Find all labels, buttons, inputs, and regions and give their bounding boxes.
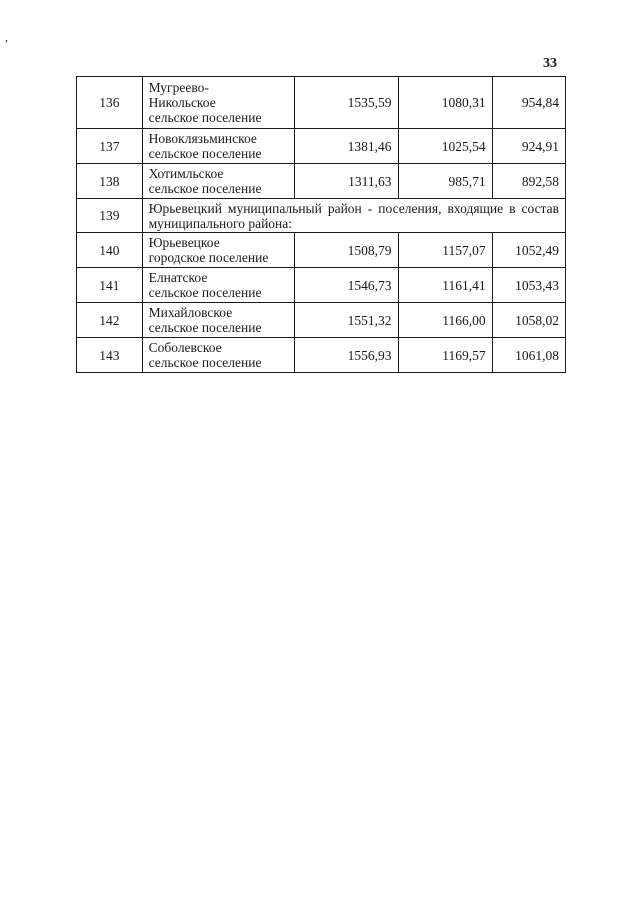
value-3: 924,91 <box>492 129 565 164</box>
settlement-name: Хотимльское сельское поселение <box>142 164 295 199</box>
value-2: 985,71 <box>398 164 492 199</box>
table-row <box>77 268 566 303</box>
scan-artifact-mark: , <box>5 30 8 44</box>
row-number: 138 <box>77 164 143 199</box>
table-row <box>77 303 566 338</box>
table-row <box>77 77 566 129</box>
row-number: 137 <box>77 129 143 164</box>
value-1: 1551,32 <box>295 303 398 338</box>
value-1: 1546,73 <box>295 268 398 303</box>
settlement-name: Елнатское сельское поселение <box>142 268 295 303</box>
value-2: 1080,31 <box>398 77 492 129</box>
settlement-name: Мугреево- Никольское сельское поселение <box>142 77 295 129</box>
settlement-name: Михайловское сельское поселение <box>142 303 295 338</box>
table-row-district-header <box>77 199 566 233</box>
settlement-name: Соболевское сельское поселение <box>142 338 295 373</box>
value-2: 1169,57 <box>398 338 492 373</box>
value-2: 1157,07 <box>398 233 492 268</box>
row-number: 139 <box>77 199 143 233</box>
table-row <box>77 233 566 268</box>
page-number: 33 <box>543 56 557 71</box>
district-header-text: Юрьевецкий муниципальный район - поселения, входящие в состав муниципального района: <box>142 199 565 233</box>
value-3: 954,84 <box>492 77 565 129</box>
settlements-table <box>76 76 566 373</box>
value-2: 1161,41 <box>398 268 492 303</box>
value-3: 1053,43 <box>492 268 565 303</box>
value-1: 1381,46 <box>295 129 398 164</box>
value-1: 1535,59 <box>295 77 398 129</box>
row-number: 141 <box>77 268 143 303</box>
table-row <box>77 164 566 199</box>
value-1: 1311,63 <box>295 164 398 199</box>
row-number: 140 <box>77 233 143 268</box>
table-row <box>77 129 566 164</box>
value-1: 1508,79 <box>295 233 398 268</box>
value-3: 1058,02 <box>492 303 565 338</box>
settlement-name: Юрьевецкое городское поселение <box>142 233 295 268</box>
table-row <box>77 338 566 373</box>
value-1: 1556,93 <box>295 338 398 373</box>
value-3: 1061,08 <box>492 338 565 373</box>
row-number: 143 <box>77 338 143 373</box>
row-number: 136 <box>77 77 143 129</box>
value-2: 1166,00 <box>398 303 492 338</box>
value-3: 892,58 <box>492 164 565 199</box>
value-2: 1025,54 <box>398 129 492 164</box>
value-3: 1052,49 <box>492 233 565 268</box>
row-number: 142 <box>77 303 143 338</box>
settlement-name: Новоклязьминское сельское поселение <box>142 129 295 164</box>
